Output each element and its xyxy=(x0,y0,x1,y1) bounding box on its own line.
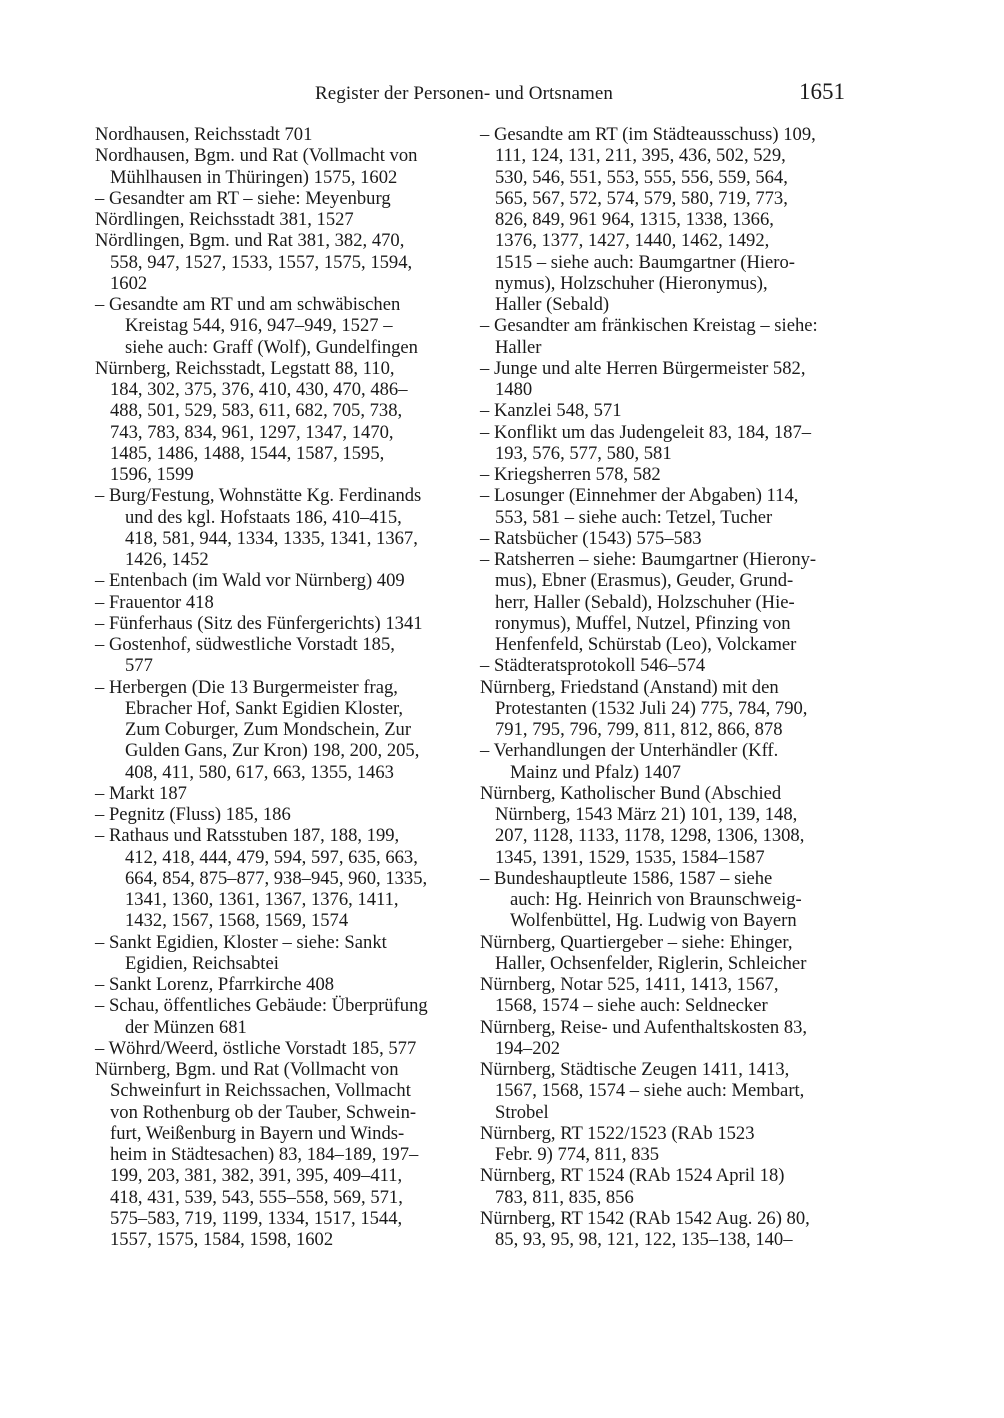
index-entry-line: Nürnberg, Reise- und Aufenthaltskosten 83, xyxy=(480,1016,808,1038)
index-entry xyxy=(480,677,850,741)
index-entry-line: Nordhausen, Reichsstadt 701 xyxy=(95,124,313,145)
index-entry xyxy=(95,485,470,570)
index-entry-line: 111, 124, 131, 211, 395, 436, 502, 529, xyxy=(495,145,786,167)
index-entry xyxy=(95,1038,470,1059)
index-entry-line: – Gesandter am RT – siehe: Meyenburg xyxy=(95,187,391,209)
index-entry-line: 418, 581, 944, 1334, 1335, 1341, 1367, xyxy=(125,527,418,549)
index-entry xyxy=(95,294,470,358)
index-entry-line: 193, 576, 577, 580, 581 xyxy=(495,442,672,464)
index-entry xyxy=(95,1059,470,1250)
index-entry-line: – Ratsbücher (1543) 575–583 xyxy=(480,527,702,549)
index-entry-line: Gulden Gans, Zur Kron) 198, 200, 205, xyxy=(125,740,420,762)
index-entry-line: 184, 302, 375, 376, 410, 430, 470, 486– xyxy=(110,379,408,400)
index-entry xyxy=(480,549,850,655)
index-entry-line: 412, 418, 444, 479, 594, 597, 635, 663, xyxy=(125,846,418,868)
index-entry-line: 530, 546, 551, 553, 555, 556, 559, 564, xyxy=(495,166,788,188)
index-entry-line: von Rothenburg ob der Tauber, Schwein- xyxy=(110,1101,417,1123)
index-entry xyxy=(480,783,850,868)
index-entry-line: heim in Städtesachen) 83, 184–189, 197– xyxy=(110,1144,419,1165)
index-entry-line: auch: Hg. Heinrich von Braunschweig- xyxy=(510,889,802,910)
index-entry-line: – Sankt Lorenz, Pfarrkirche 408 xyxy=(95,974,335,995)
index-entry-line: Egidien, Reichsabtei xyxy=(125,952,279,974)
index-entry-line: 743, 783, 834, 961, 1297, 1347, 1470, xyxy=(110,421,394,443)
index-entry-line: 1432, 1567, 1568, 1569, 1574 xyxy=(125,910,349,932)
index-entry xyxy=(95,974,470,995)
index-entry-line: – Kriegsherren 578, 582 xyxy=(480,464,661,485)
index-entry xyxy=(480,464,850,485)
index-entry-line: Nürnberg, Notar 525, 1411, 1413, 1567, xyxy=(480,974,779,995)
index-entry-line: Nürnberg, Bgm. und Rat (Vollmacht von xyxy=(95,1059,399,1080)
index-column-right xyxy=(480,124,850,1250)
index-entry-line: Nürnberg, Quartiergeber – siehe: Ehinger, xyxy=(480,931,793,953)
index-entry-line: 1426, 1452 xyxy=(125,549,209,570)
index-entry-line: – Frauentor 418 xyxy=(95,591,214,613)
index-entry-line: und des kgl. Hofstaats 186, 410–415, xyxy=(125,506,402,528)
index-entry-line: Febr. 9) 774, 811, 835 xyxy=(495,1144,660,1165)
running-header xyxy=(95,80,845,108)
index-entry xyxy=(480,1059,850,1123)
index-entry-line: 1376, 1377, 1427, 1440, 1462, 1492, xyxy=(495,230,770,252)
index-entry-line: mus), Ebner (Erasmus), Geuder, Grund- xyxy=(495,570,794,592)
index-entry xyxy=(95,932,470,975)
index-entry-line: Mainz und Pfalz) 1407 xyxy=(510,761,681,783)
index-entry-line: 826, 849, 961 964, 1315, 1338, 1366, xyxy=(495,209,774,230)
index-entry-line: – Städteratsprotokoll 546–574 xyxy=(480,655,706,677)
index-entry-line: Nördlingen, Reichsstadt 381, 1527 xyxy=(95,209,354,230)
index-entry-line: 553, 581 – siehe auch: Tetzel, Tucher xyxy=(495,506,773,528)
index-entry-line: Nürnberg, RT 1522/1523 (RAb 1523 xyxy=(480,1122,755,1144)
index-entry xyxy=(480,655,850,676)
index-entry-line: Nürnberg, Reichsstadt, Legstatt 88, 110, xyxy=(95,357,395,379)
index-entry-line: 1480 xyxy=(495,379,533,400)
index-entry xyxy=(95,209,470,230)
index-entry-line: – Junge und alte Herren Bürgermeister 582, xyxy=(480,357,806,379)
index-entry-line: 194–202 xyxy=(495,1037,561,1059)
index-entry-line: Nürnberg, RT 1524 (RAb 1524 April 18) xyxy=(480,1165,785,1187)
index-entry-line: 577 xyxy=(125,655,153,677)
index-entry-line: Strobel xyxy=(495,1101,549,1123)
index-entry xyxy=(95,825,470,931)
index-entry-line: – Wöhrd/Weerd, östliche Vorstadt 185, 577 xyxy=(95,1037,417,1059)
index-entry xyxy=(95,188,470,209)
index-entry-line: 1596, 1599 xyxy=(110,464,194,485)
index-entry-line: – Pegnitz (Fluss) 185, 186 xyxy=(95,804,291,825)
index-entry xyxy=(480,400,850,421)
index-entry xyxy=(480,124,850,315)
index-entry xyxy=(95,570,470,591)
index-entry-line: – Gesandter am fränkischen Kreistag – siehe: xyxy=(480,315,818,337)
index-entry xyxy=(95,145,470,188)
index-entry xyxy=(480,1208,850,1251)
index-entry xyxy=(480,1165,850,1208)
index-entry xyxy=(480,528,850,549)
index-entry-line: 1568, 1574 – siehe auch: Seldnecker xyxy=(495,995,768,1017)
index-entry xyxy=(95,995,470,1038)
index-entry-line: Nürnberg, Städtische Zeugen 1411, 1413, xyxy=(480,1059,790,1080)
index-entry xyxy=(480,1123,850,1166)
index-entry-line: 783, 811, 835, 856 xyxy=(495,1186,634,1208)
index-entry-line: 1557, 1575, 1584, 1598, 1602 xyxy=(110,1229,334,1250)
index-entry-line: Nürnberg, Katholischer Bund (Abschied xyxy=(480,782,782,804)
index-entry-line: – Fünferhaus (Sitz des Fünfergerichts) 1341 xyxy=(95,612,423,634)
index-entry xyxy=(480,868,850,932)
index-entry-line: Kreistag 544, 916, 947–949, 1527 – xyxy=(125,315,393,337)
index-entry-line: Henfenfeld, Schürstab (Leo), Volckamer xyxy=(495,634,797,655)
index-entry-line: 575–583, 719, 1199, 1334, 1517, 1544, xyxy=(110,1207,403,1229)
index-entry-line: 488, 501, 529, 583, 611, 682, 705, 738, xyxy=(110,400,403,422)
index-entry-line: – Konflikt um das Judengeleit 83, 184, 187– xyxy=(480,421,812,443)
index-entry-line: Protestanten (1532 Juli 24) 775, 784, 790, xyxy=(495,697,808,719)
index-entry-line: furt, Weißenburg in Bayern und Winds- xyxy=(110,1122,405,1144)
index-entry-line: – Gesandte am RT und am schwäbischen xyxy=(95,294,401,315)
index-column-left xyxy=(95,124,470,1250)
index-entry xyxy=(480,315,850,358)
index-entry-line: – Sankt Egidien, Kloster – siehe: Sankt xyxy=(95,931,387,953)
index-entry-line: – Bundeshauptleute 1586, 1587 – siehe xyxy=(480,867,773,889)
index-entry-line: – Markt 187 xyxy=(95,782,187,804)
index-entry-line: herr, Haller (Sebald), Holzschuher (Hie- xyxy=(495,591,795,613)
index-entry-line: – Losunger (Einnehmer der Abgaben) 114, xyxy=(480,485,799,507)
index-entry-line: – Ratsherren – siehe: Baumgartner (Hierony- xyxy=(480,549,817,570)
index-entry-line: 565, 567, 572, 574, 579, 580, 719, 773, xyxy=(495,187,788,209)
index-entry-line: 408, 411, 580, 617, 663, 1355, 1463 xyxy=(125,761,394,783)
index-entry-line: Mühlhausen in Thüringen) 1575, 1602 xyxy=(110,166,398,188)
index-entry-line: Haller, Ochsenfelder, Riglerin, Schleicher xyxy=(495,952,807,974)
index-entry xyxy=(95,230,470,294)
index-entry xyxy=(95,358,470,486)
index-entry xyxy=(95,592,470,613)
index-entry-line: 1345, 1391, 1529, 1535, 1584–1587 xyxy=(495,846,765,868)
index-entry-line: Nürnberg, RT 1542 (RAb 1542 Aug. 26) 80, xyxy=(480,1207,810,1229)
index-entry-line: 1602 xyxy=(110,272,148,294)
index-entry-line: Nürnberg, Friedstand (Anstand) mit den xyxy=(480,676,779,698)
index-entry-line: 199, 203, 381, 382, 391, 395, 409–411, xyxy=(110,1165,403,1187)
index-entry-line: Zum Coburger, Zum Mondschein, Zur xyxy=(125,719,412,740)
index-entry-line: Ebracher Hof, Sankt Egidien Kloster, xyxy=(125,697,404,719)
index-entry-line: – Herbergen (Die 13 Burgermeister frag, xyxy=(95,676,398,698)
index-entry-line: 791, 795, 796, 799, 811, 812, 866, 878 xyxy=(495,719,783,740)
index-entry-line: 1485, 1486, 1488, 1544, 1587, 1595, xyxy=(110,442,385,464)
index-entry xyxy=(95,124,470,145)
index-entry-line: Schweinfurt in Reichssachen, Vollmacht xyxy=(110,1080,411,1102)
index-entry xyxy=(480,740,850,783)
index-entry-line: 1341, 1360, 1361, 1367, 1376, 1411, xyxy=(125,889,399,910)
index-entry-line: 664, 854, 875–877, 938–945, 960, 1335, xyxy=(125,867,428,889)
running-title: Register der Personen- und Ortsnamen xyxy=(315,83,614,104)
index-entry xyxy=(480,422,850,465)
index-entry-line: der Münzen 681 xyxy=(125,1016,247,1038)
index-entry-line: Nordhausen, Bgm. und Rat (Vollmacht von xyxy=(95,145,418,167)
index-entry-line: – Gesandte am RT (im Städteausschuss) 109, xyxy=(480,124,816,145)
index-entry-line: – Burg/Festung, Wohnstätte Kg. Ferdinands xyxy=(95,485,422,507)
index-entry-line: nymus), Holzschuher (Hieronymus), xyxy=(495,272,768,294)
index-entry-line: – Schau, öffentliches Gebäude: Überprüfung xyxy=(95,995,428,1017)
index-entry-line: Haller xyxy=(495,336,542,358)
index-entry-line: Haller (Sebald) xyxy=(495,294,610,315)
index-entry xyxy=(95,613,470,634)
index-entry-line: 85, 93, 95, 98, 121, 122, 135–138, 140– xyxy=(495,1229,793,1250)
index-entry xyxy=(95,783,470,804)
index-entry-line: ronymus), Muffel, Nutzel, Pfinzing von xyxy=(495,612,791,634)
index-entry-line: 558, 947, 1527, 1533, 1557, 1575, 1594, xyxy=(110,251,413,273)
index-entry-line: – Gostenhof, südwestliche Vorstadt 185, xyxy=(95,634,395,655)
index-entry-line: – Entenbach (im Wald vor Nürnberg) 409 xyxy=(95,570,405,592)
index-entry xyxy=(480,485,850,528)
index-entry-line: Nördlingen, Bgm. und Rat 381, 382, 470, xyxy=(95,230,405,252)
index-entry-line: 1567, 1568, 1574 – siehe auch: Membart, xyxy=(495,1080,805,1102)
index-entry xyxy=(480,358,850,401)
index-entry-line: siehe auch: Graff (Wolf), Gundelfingen xyxy=(125,336,418,358)
index-entry-line: Nürnberg, 1543 März 21) 101, 139, 148, xyxy=(495,804,798,825)
index-entry-line: Wolfenbüttel, Hg. Ludwig von Bayern xyxy=(510,910,797,932)
index-entry xyxy=(480,932,850,975)
index-entry xyxy=(480,974,850,1017)
index-entry-line: 207, 1128, 1133, 1178, 1298, 1306, 1308, xyxy=(495,825,805,847)
index-entry-line: – Rathaus und Ratsstuben 187, 188, 199, xyxy=(95,825,400,847)
index-entry xyxy=(95,634,470,677)
index-entry xyxy=(95,677,470,783)
index-entry-line: 418, 431, 539, 543, 555–558, 569, 571, xyxy=(110,1186,403,1208)
index-entry xyxy=(480,1017,850,1060)
index-entry xyxy=(95,804,470,825)
index-entry-line: 1515 – siehe auch: Baumgartner (Hiero- xyxy=(495,251,795,273)
index-entry-line: – Verhandlungen der Unterhändler (Kff. xyxy=(480,740,779,762)
page-number: 1651 xyxy=(799,79,845,104)
index-entry-line: – Kanzlei 548, 571 xyxy=(480,400,622,422)
